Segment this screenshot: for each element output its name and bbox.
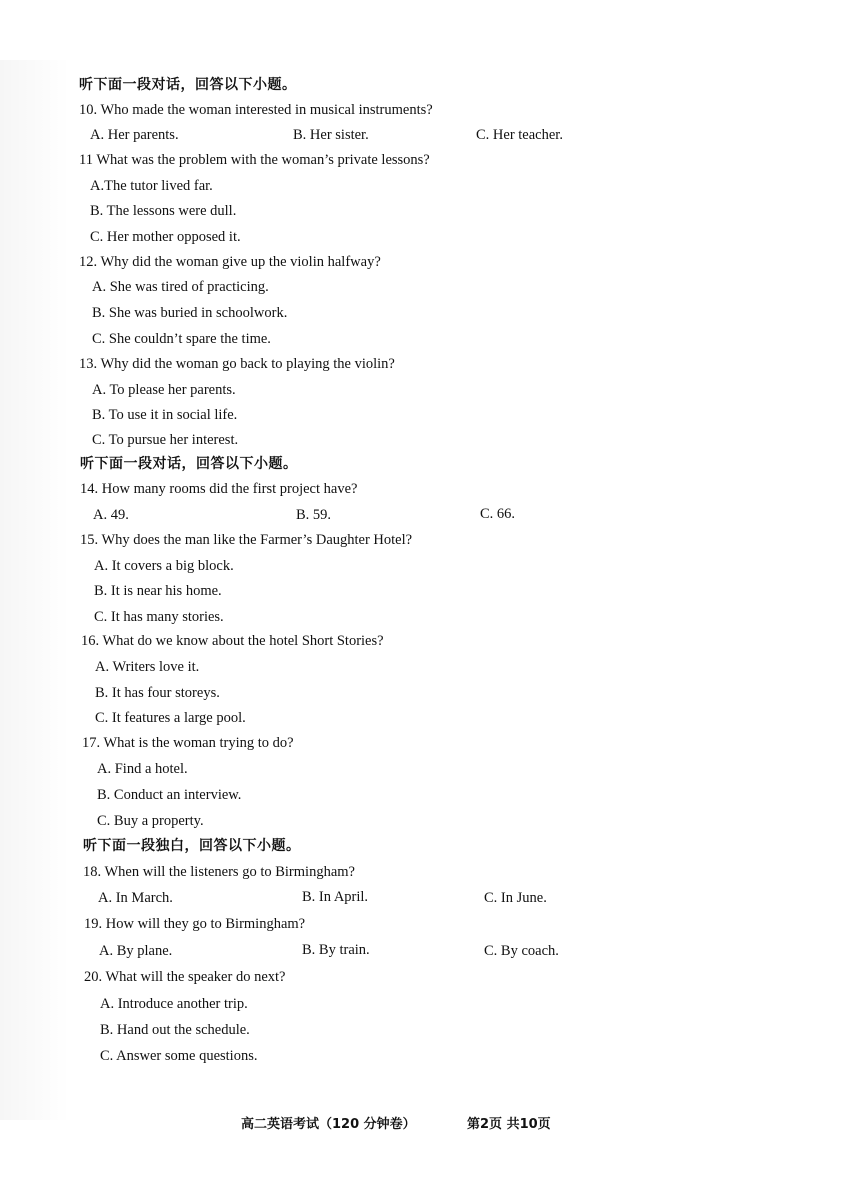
option-a: A. She was tired of practicing. — [92, 279, 269, 295]
option-a: A. Find a hotel. — [97, 761, 188, 777]
option-c: C. In June. — [484, 890, 547, 906]
question-stem: 12. Why did the woman give up the violin halfway? — [79, 254, 381, 270]
question-stem: 16. What do we know about the hotel Short Stories? — [81, 633, 384, 649]
option-c: C. To pursue her interest. — [92, 432, 239, 448]
option-a: A. To please her parents. — [92, 382, 236, 398]
option-c: C. 66. — [480, 506, 516, 522]
footer-exam-title: 高二英语考试（120 分钟卷） — [241, 1117, 416, 1132]
question-stem: 19. How will they go to Birmingham? — [84, 916, 306, 932]
section-instruction: 听下面一段对话，回答以下小题。 — [80, 456, 298, 472]
option-b: B. Conduct an interview. — [97, 787, 242, 803]
option-a: A. 49. — [93, 507, 129, 523]
option-b: B. It has four storeys. — [95, 685, 220, 701]
option-c: C. She couldn’t spare the time. — [92, 331, 271, 347]
section-instruction: 听下面一段独白，回答以下小题。 — [83, 838, 301, 854]
option-a: A. Her parents. — [90, 127, 179, 143]
option-a: A. By plane. — [99, 943, 173, 959]
option-b: B. By train. — [302, 942, 370, 958]
option-c: C. It has many stories. — [94, 609, 224, 625]
section-instruction: 听下面一段对话，回答以下小题。 — [79, 77, 297, 93]
question-stem: 15. Why does the man like the Farmer’s Daughter Hotel? — [80, 532, 413, 548]
question-stem: 10. Who made the woman interested in musical instruments? — [79, 102, 433, 118]
option-a: A. It covers a big block. — [94, 558, 234, 574]
option-c: C. Her teacher. — [476, 127, 563, 143]
footer-page-number: 第2页 共10页 — [467, 1117, 551, 1132]
question-stem: 11 What was the problem with the woman’s private lessons? — [79, 152, 430, 168]
option-b: B. In April. — [302, 889, 369, 905]
question-stem: 17. What is the woman trying to do? — [82, 735, 294, 751]
option-c: C. Her mother opposed it. — [90, 229, 241, 245]
option-c: C. It features a large pool. — [95, 710, 246, 726]
option-b: B. The lessons were dull. — [90, 203, 237, 219]
question-stem: 14. How many rooms did the first project have? — [80, 481, 358, 497]
option-b: B. It is near his home. — [94, 583, 222, 599]
option-b: B. To use it in social life. — [92, 407, 238, 423]
scan-shadow — [0, 60, 70, 1120]
option-a: A.The tutor lived far. — [90, 178, 213, 194]
option-a: A. In March. — [98, 890, 173, 906]
option-b: B. She was buried in schoolwork. — [92, 305, 288, 321]
option-b: B. Her sister. — [293, 127, 369, 143]
question-stem: 18. When will the listeners go to Birmingham? — [83, 864, 355, 880]
question-stem: 13. Why did the woman go back to playing the violin? — [79, 356, 395, 372]
option-c: C. Answer some questions. — [100, 1048, 258, 1064]
option-b: B. Hand out the schedule. — [100, 1022, 250, 1038]
option-b: B. 59. — [296, 507, 332, 523]
option-a: A. Introduce another trip. — [100, 996, 248, 1012]
option-c: C. By coach. — [484, 943, 559, 959]
option-c: C. Buy a property. — [97, 813, 204, 829]
option-a: A. Writers love it. — [95, 659, 200, 675]
question-stem: 20. What will the speaker do next? — [84, 969, 286, 985]
